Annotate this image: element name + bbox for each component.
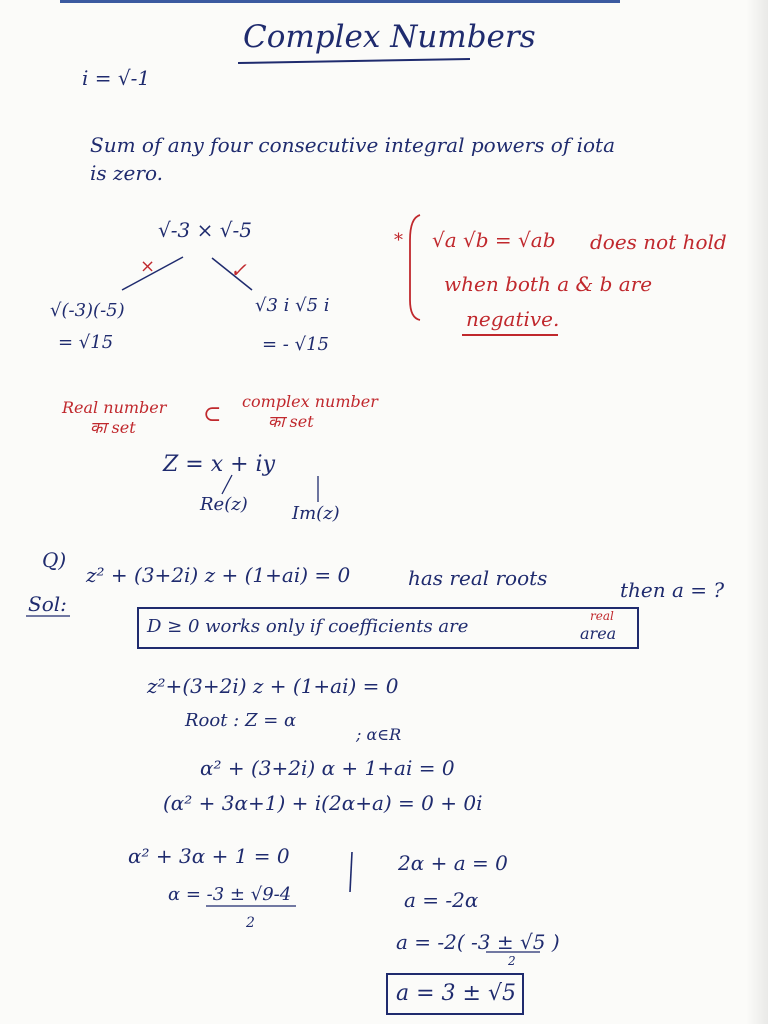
wrong-step-2: = √15 xyxy=(58,332,114,353)
solution-label: Sol: xyxy=(28,592,67,616)
real-part-label: Re(z) xyxy=(200,494,248,515)
note-line-1: Sum of any four consecutive integral powers of iota xyxy=(90,133,616,157)
right-arrow xyxy=(212,258,252,290)
condition-text: D ≥ 0 works only if coefficients are xyxy=(147,616,469,637)
rule-line-2: when both a & b are xyxy=(444,272,653,296)
right-denominator: 2 xyxy=(508,954,516,968)
condition-real-annotation: real xyxy=(590,609,614,623)
rule-line-3: negative. xyxy=(466,307,560,331)
complex-set-line-1: complex number xyxy=(242,392,378,411)
right-equation-1: 2α + a = 0 xyxy=(398,851,508,875)
right-step-2: = - √15 xyxy=(262,334,329,355)
real-set-line-1: Real number xyxy=(62,398,167,417)
left-equation-1: α² + 3α + 1 = 0 xyxy=(128,844,290,868)
right-equation-3: a = -2( -3 ± √5 ) xyxy=(396,930,560,954)
question-real-roots: has real roots xyxy=(408,566,548,590)
wrong-step-1: √(-3)(-5) xyxy=(50,300,125,321)
left-equation-2: α = -3 ± √9-4 xyxy=(168,884,292,905)
rule-formula: √a √b = √ab xyxy=(432,228,556,252)
star-mark: * xyxy=(394,230,403,251)
solution-step-1: z²+(3+2i) z + (1+ai) = 0 xyxy=(147,674,399,698)
solution-step-4: (α² + 3α+1) + i(2α+a) = 0 + 0i xyxy=(163,791,483,815)
question-label: Q) xyxy=(42,548,67,572)
page-title: Complex Numbers xyxy=(243,19,536,55)
right-equation-2: a = -2α xyxy=(404,888,479,912)
note-line-2: is zero. xyxy=(90,161,163,185)
solution-step-2: Root : Z = α xyxy=(185,710,297,731)
imag-part-label: Im(z) xyxy=(292,503,340,524)
wrong-mark: × xyxy=(140,256,156,277)
left-denominator: 2 xyxy=(246,915,255,931)
page-edge-shadow xyxy=(746,0,768,1024)
column-separator xyxy=(350,852,352,892)
iota-definition: i = √-1 xyxy=(82,66,151,90)
real-set-line-2: का set xyxy=(90,418,136,437)
question-then: then a = ? xyxy=(620,578,725,602)
solution-alpha-real: ; α∈R xyxy=(356,725,402,744)
re-arrow xyxy=(222,475,232,494)
question-equation: z² + (3+2i) z + (1+ai) = 0 xyxy=(86,563,351,587)
final-answer: a = 3 ± √5 xyxy=(396,981,516,1006)
z-equation: Z = x + iy xyxy=(163,452,275,477)
rule-does-not-hold: does not hold xyxy=(590,230,727,254)
subset-symbol: ⊂ xyxy=(203,402,222,427)
wrong-arrow xyxy=(122,257,183,290)
rule-brace xyxy=(410,215,420,320)
right-mark: ✓ xyxy=(230,258,247,282)
condition-area-word: area xyxy=(580,624,617,643)
solution-step-3: α² + (3+2i) α + 1+ai = 0 xyxy=(200,756,455,780)
right-step-1: √3 i √5 i xyxy=(255,295,330,316)
example-expression: √-3 × √-5 xyxy=(158,218,252,242)
complex-set-line-2: का set xyxy=(268,412,314,431)
